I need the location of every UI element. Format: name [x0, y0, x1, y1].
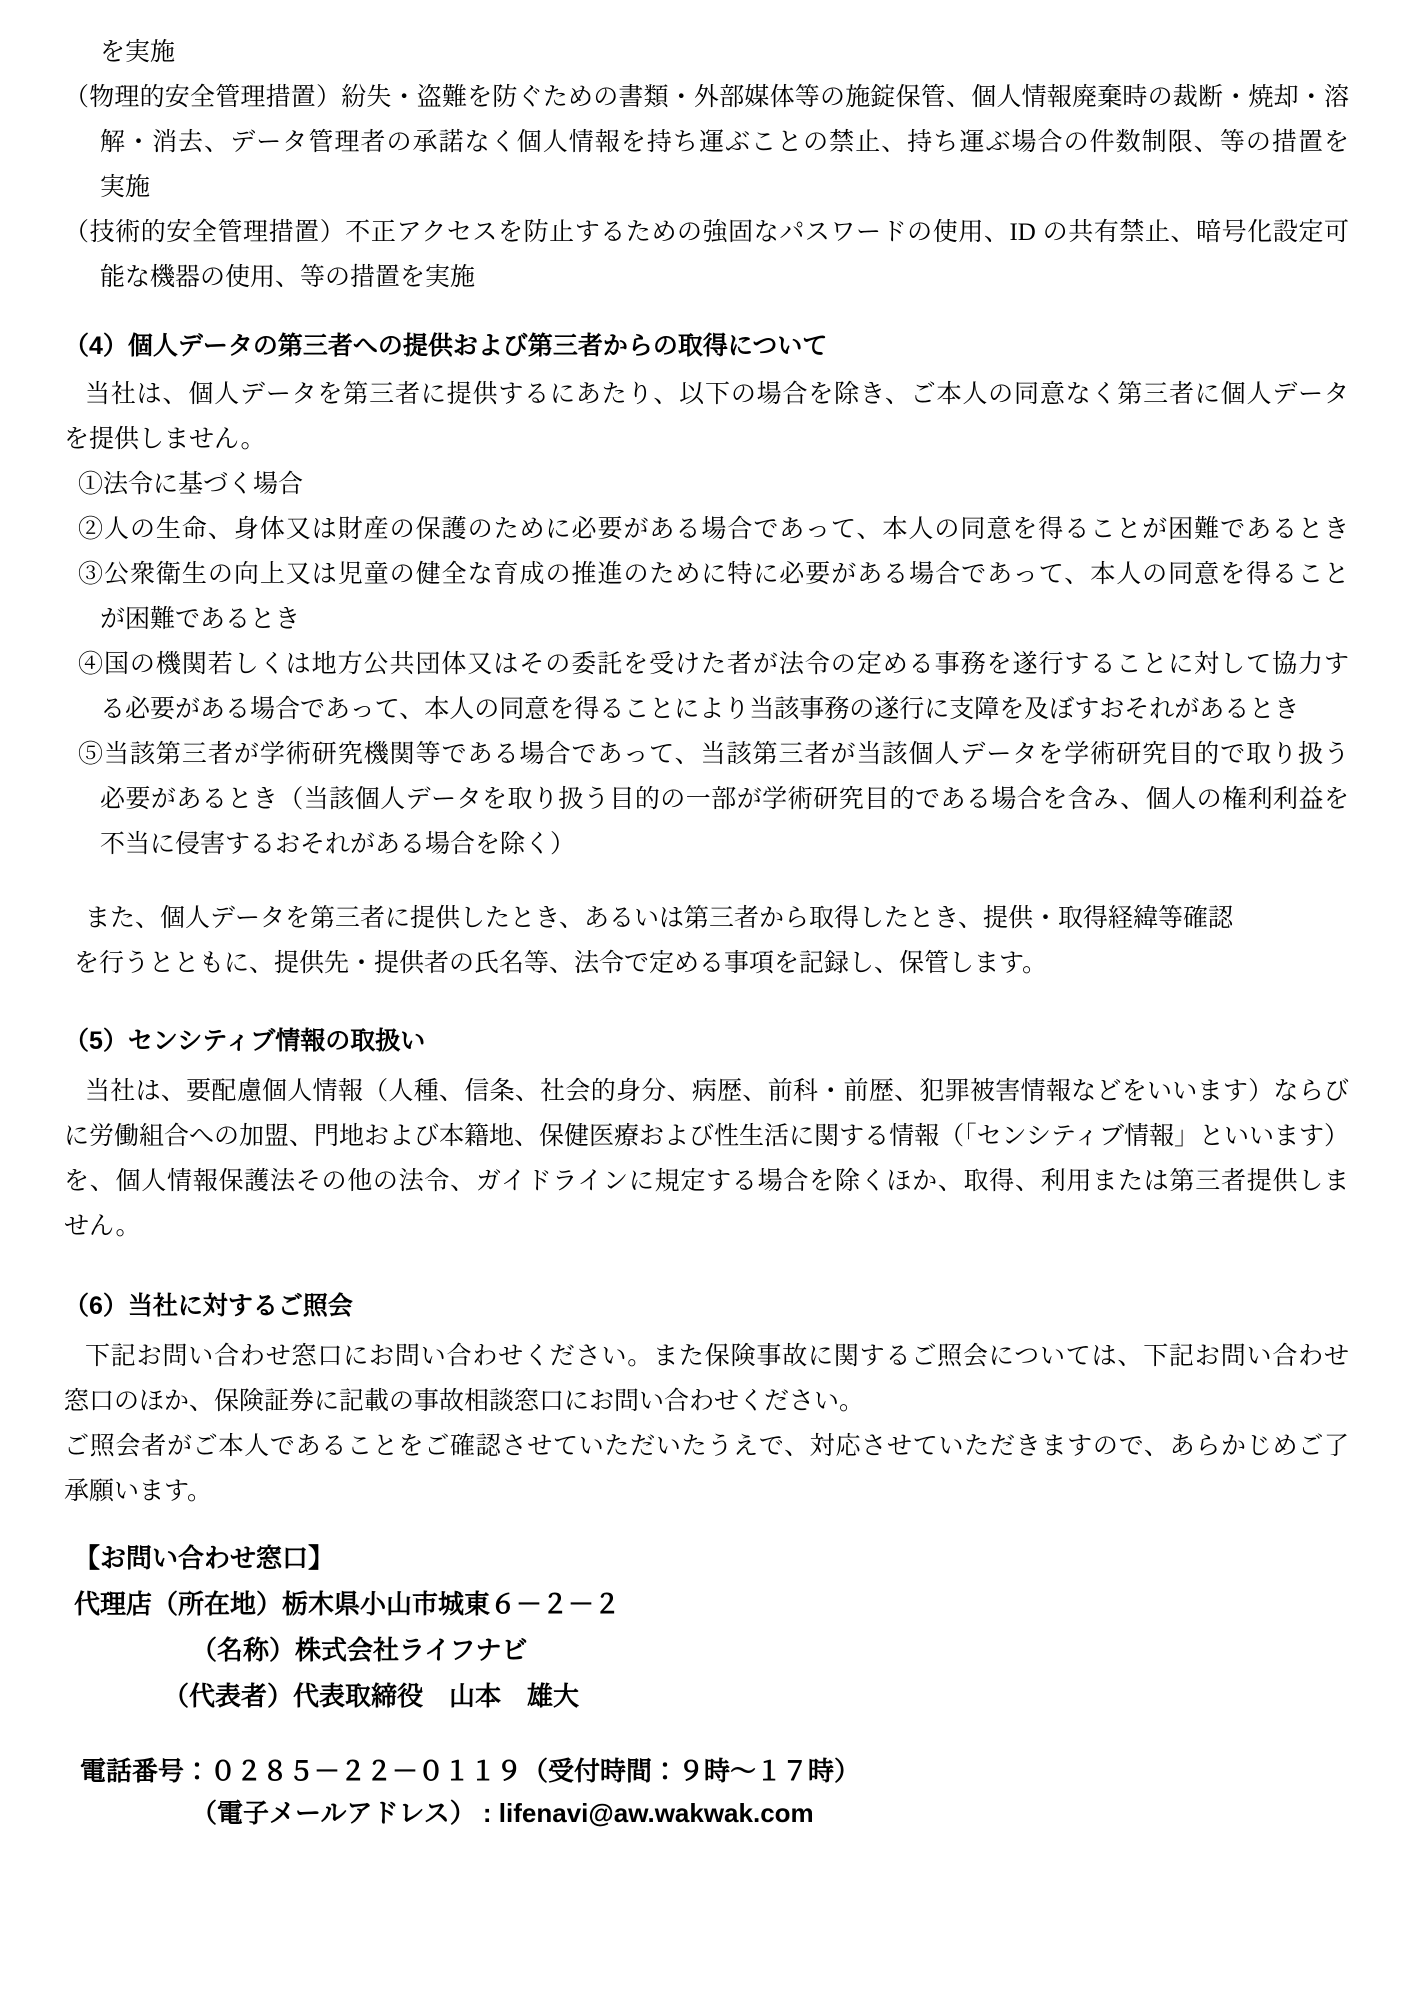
section-third-party-provision — [64, 324, 1349, 986]
text-line: （技術的安全管理措置）不正アクセスを防止するための強固なパスワードの使用、ID の共有禁止、暗号化設定可 — [64, 219, 1349, 246]
text-line: 窓口のほか、保険証券に記載の事故相談窓口にお問い合わせください。 — [64, 1388, 865, 1415]
text-line: （電子メールアドレス） : lifenavi@aw.wakwak.com — [191, 1798, 814, 1828]
text-line: 当社は、個人データを第三者に提供するにあたり、以下の場合を除き、ご本人の同意なく第三者に個人データ — [85, 381, 1349, 408]
text-line: ④国の機関若しくは地方公共団体又はその委託を受けた者が法令の定める事務を遂行することに対して協力す — [78, 651, 1349, 678]
text-line: 代理店（所在地）栃木県小山市城東６－２－２ — [74, 1589, 621, 1619]
text-line: 下記お問い合わせ窓口にお問い合わせください。また保険事故に関するご照会については、下記お問い合わせ — [85, 1343, 1349, 1370]
text-line: を行うとともに、提供先・提供者の氏名等、法令で定める事項を記録し、保管します。 — [74, 950, 1048, 977]
text-line: ②人の生命、身体又は財産の保護のために必要がある場合であって、本人の同意を得ることが困難であるとき — [78, 516, 1349, 543]
section-phone-contact — [64, 1750, 1349, 1834]
text-line: に労働組合への加盟、門地および本籍地、保健医療および性生活に関する情報（「センシティブ情報」といいます） — [64, 1123, 1349, 1150]
text-line: （代表者）代表取締役 山本 雄大 — [163, 1681, 580, 1711]
text-line: が困難であるとき — [100, 606, 301, 633]
section-4-heading: （4）個人データの第三者への提供および第三者からの取得について — [64, 332, 828, 360]
text-line: 能な機器の使用、等の措置を実施 — [100, 264, 476, 291]
section-contact-window — [64, 1535, 1349, 1719]
text-line: ③公衆衛生の向上又は児童の健全な育成の推進のために特に必要がある場合であって、本人の同意を得ること — [78, 561, 1349, 588]
section-inquiries — [64, 1284, 1349, 1514]
text-line: （名称）株式会社ライフナビ — [191, 1635, 528, 1665]
section-5-body — [64, 1069, 1349, 1249]
text-line: 当社は、要配慮個人情報（人種、信条、社会的身分、病歴、前科・前歴、犯罪被害情報などをいいます）ならび — [85, 1078, 1349, 1105]
text-line: 電話番号：０２８５－２２－０１１９（受付時間：９時～１７時） — [80, 1756, 861, 1786]
text-line: せん。 — [64, 1213, 141, 1240]
document-content — [64, 0, 1349, 1834]
text-line: （物理的安全管理措置）紛失・盗難を防ぐための書類・外部媒体等の施錠保管、個人情報廃棄時の裁断・焼却・溶 — [64, 84, 1349, 111]
section-sensitive-information — [64, 1019, 1349, 1249]
text-line: 不当に侵害するおそれがある場合を除く） — [100, 831, 576, 858]
section-safety-measures — [64, 0, 1349, 300]
text-line: 実施 — [100, 174, 151, 201]
section-6-heading: （6）当社に対するご照会 — [64, 1292, 353, 1320]
text-line: ご照会者がご本人であることをご確認させていただいたうえで、対応させていただきますので、あらかじめご了 — [64, 1433, 1349, 1460]
text-line: を提供しません。 — [64, 426, 266, 453]
section-4-addendum — [64, 896, 1349, 986]
text-line: 解・消去、データ管理者の承諾なく個人情報を持ち運ぶことの禁止、持ち運ぶ場合の件数制限、等の措置を — [100, 129, 1349, 156]
section-4-body — [64, 372, 1349, 867]
text-line: ①法令に基づく場合 — [78, 471, 304, 498]
section-5-heading: （5）センシティブ情報の取扱い — [64, 1027, 426, 1055]
text-line: る必要がある場合であって、本人の同意を得ることにより当該事務の遂行に支障を及ぼすおそれがあるとき — [100, 696, 1300, 723]
text-line: また、個人データを第三者に提供したとき、あるいは第三者から取得したとき、提供・取得経緯等確認 — [85, 905, 1234, 932]
text-line: を実施 — [100, 39, 176, 66]
text-line: を、個人情報保護法その他の法令、ガイドラインに規定する場合を除くほか、取得、利用または第三者提供しま — [64, 1168, 1349, 1195]
text-line: 承願います。 — [64, 1478, 213, 1505]
text-line: 【お問い合わせ窓口】 — [74, 1543, 335, 1573]
text-line: ⑤当該第三者が学術研究機関等である場合であって、当該第三者が当該個人データを学術研究目的で取り扱う — [78, 741, 1349, 768]
text-line: 必要があるとき（当該個人データを取り扱う目的の一部が学術研究目的である場合を含み、個人の権利利益を — [100, 786, 1349, 813]
section-6-body — [64, 1334, 1349, 1514]
